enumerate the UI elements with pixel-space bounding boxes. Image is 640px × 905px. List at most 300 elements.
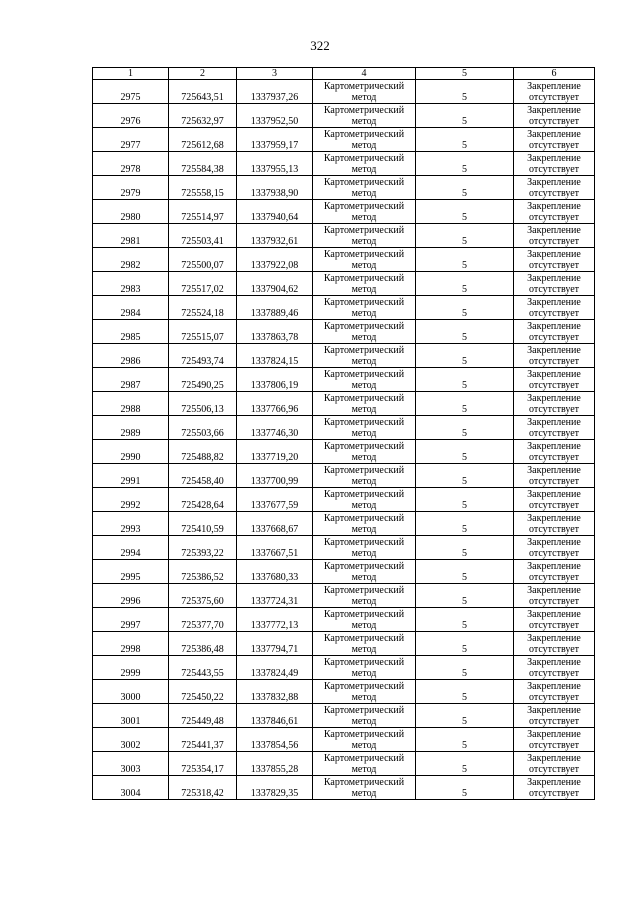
fixing-line-2: отсутствует	[528, 331, 580, 343]
y-coordinate-cell: 1337680,33	[237, 560, 313, 584]
fixing-cell	[514, 560, 595, 584]
method-cell	[313, 656, 416, 680]
accuracy-cell: 5	[416, 488, 514, 512]
method-cell	[313, 680, 416, 704]
x-coordinate-cell: 725441,37	[169, 728, 237, 752]
column-header: 4	[313, 68, 416, 80]
x-coordinate-cell: 725386,52	[169, 560, 237, 584]
method-cell	[313, 200, 416, 224]
method-line-2: метод	[351, 403, 377, 415]
column-header: 1	[93, 68, 169, 80]
fixing-cell	[514, 128, 595, 152]
method-line-2: метод	[351, 235, 377, 247]
accuracy-cell: 5	[416, 368, 514, 392]
point-number-cell: 2976	[93, 104, 169, 128]
x-coordinate-cell: 725375,60	[169, 584, 237, 608]
fixing-cell	[514, 368, 595, 392]
x-coordinate-cell: 725488,82	[169, 440, 237, 464]
method-line-2: метод	[351, 451, 377, 463]
method-line-1: Картометрический	[323, 584, 405, 596]
y-coordinate-cell: 1337952,50	[237, 104, 313, 128]
table-row	[93, 104, 595, 128]
fixing-line-1: Закрепление	[527, 416, 581, 428]
x-coordinate-cell: 725393,22	[169, 536, 237, 560]
table-row	[93, 152, 595, 176]
fixing-line-2: отсутствует	[528, 739, 580, 751]
x-coordinate-cell: 725515,07	[169, 320, 237, 344]
fixing-line-1: Закрепление	[527, 536, 581, 548]
y-coordinate-cell: 1337889,46	[237, 296, 313, 320]
point-number-cell: 2999	[93, 656, 169, 680]
method-cell	[313, 104, 416, 128]
point-number-cell: 2993	[93, 512, 169, 536]
point-number-cell: 2989	[93, 416, 169, 440]
method-cell	[313, 464, 416, 488]
method-line-1: Картометрический	[323, 200, 405, 212]
method-line-1: Картометрический	[323, 704, 405, 716]
method-line-1: Картометрический	[323, 560, 405, 572]
accuracy-cell: 5	[416, 440, 514, 464]
accuracy-cell: 5	[416, 704, 514, 728]
fixing-cell	[514, 608, 595, 632]
point-number-cell: 2988	[93, 392, 169, 416]
fixing-line-1: Закрепление	[527, 200, 581, 212]
method-line-1: Картометрический	[323, 272, 405, 284]
table-row	[93, 464, 595, 488]
accuracy-cell: 5	[416, 296, 514, 320]
method-cell	[313, 224, 416, 248]
method-line-1: Картометрический	[323, 320, 405, 332]
table-row	[93, 224, 595, 248]
fixing-cell	[514, 80, 595, 104]
point-number-cell: 3004	[93, 776, 169, 800]
x-coordinate-cell: 725318,42	[169, 776, 237, 800]
x-coordinate-cell: 725506,13	[169, 392, 237, 416]
point-number-cell: 2979	[93, 176, 169, 200]
point-number-cell: 3002	[93, 728, 169, 752]
fixing-cell	[514, 296, 595, 320]
fixing-line-2: отсутствует	[528, 283, 580, 295]
table-row	[93, 272, 595, 296]
method-line-1: Картометрический	[323, 104, 405, 116]
accuracy-cell: 5	[416, 680, 514, 704]
x-coordinate-cell: 725354,17	[169, 752, 237, 776]
method-cell	[313, 512, 416, 536]
fixing-line-2: отсутствует	[528, 139, 580, 151]
fixing-cell	[514, 416, 595, 440]
x-coordinate-cell: 725517,02	[169, 272, 237, 296]
y-coordinate-cell: 1337746,30	[237, 416, 313, 440]
y-coordinate-cell: 1337667,51	[237, 536, 313, 560]
fixing-line-1: Закрепление	[527, 320, 581, 332]
x-coordinate-cell: 725612,68	[169, 128, 237, 152]
fixing-line-2: отсутствует	[528, 787, 580, 799]
method-cell	[313, 632, 416, 656]
x-coordinate-cell: 725558,15	[169, 176, 237, 200]
accuracy-cell: 5	[416, 632, 514, 656]
method-line-1: Картометрический	[323, 680, 405, 692]
x-coordinate-cell: 725386,48	[169, 632, 237, 656]
fixing-line-2: отсутствует	[528, 163, 580, 175]
y-coordinate-cell: 1337772,13	[237, 608, 313, 632]
accuracy-cell: 5	[416, 272, 514, 296]
accuracy-cell: 5	[416, 416, 514, 440]
method-cell	[313, 248, 416, 272]
point-number-cell: 2980	[93, 200, 169, 224]
table-row	[93, 296, 595, 320]
method-cell	[313, 752, 416, 776]
method-line-2: метод	[351, 91, 377, 103]
table-row	[93, 200, 595, 224]
x-coordinate-cell: 725493,74	[169, 344, 237, 368]
fixing-cell	[514, 392, 595, 416]
fixing-line-1: Закрепление	[527, 560, 581, 572]
y-coordinate-cell: 1337700,99	[237, 464, 313, 488]
x-coordinate-cell: 725443,55	[169, 656, 237, 680]
method-cell	[313, 608, 416, 632]
y-coordinate-cell: 1337922,08	[237, 248, 313, 272]
method-line-2: метод	[351, 259, 377, 271]
fixing-line-1: Закрепление	[527, 104, 581, 116]
method-line-1: Картометрический	[323, 728, 405, 740]
y-coordinate-cell: 1337806,19	[237, 368, 313, 392]
method-line-1: Картометрический	[323, 656, 405, 668]
x-coordinate-cell: 725514,97	[169, 200, 237, 224]
method-line-1: Картометрический	[323, 344, 405, 356]
column-header: 6	[514, 68, 595, 80]
accuracy-cell: 5	[416, 104, 514, 128]
x-coordinate-cell: 725490,25	[169, 368, 237, 392]
y-coordinate-cell: 1337937,26	[237, 80, 313, 104]
method-cell	[313, 344, 416, 368]
method-line-1: Картометрический	[323, 632, 405, 644]
point-number-cell: 2997	[93, 608, 169, 632]
method-line-1: Картометрический	[323, 536, 405, 548]
method-cell	[313, 296, 416, 320]
y-coordinate-cell: 1337938,90	[237, 176, 313, 200]
table-row	[93, 368, 595, 392]
table-row	[93, 584, 595, 608]
y-coordinate-cell: 1337955,13	[237, 152, 313, 176]
y-coordinate-cell: 1337668,67	[237, 512, 313, 536]
x-coordinate-cell: 725500,07	[169, 248, 237, 272]
table-row	[93, 680, 595, 704]
fixing-line-1: Закрепление	[527, 80, 581, 92]
point-number-cell: 2977	[93, 128, 169, 152]
fixing-line-2: отсутствует	[528, 259, 580, 271]
column-header: 5	[416, 68, 514, 80]
method-line-1: Картометрический	[323, 416, 405, 428]
accuracy-cell: 5	[416, 608, 514, 632]
accuracy-cell: 5	[416, 464, 514, 488]
x-coordinate-cell: 725643,51	[169, 80, 237, 104]
table-row	[93, 704, 595, 728]
fixing-line-2: отсутствует	[528, 523, 580, 535]
fixing-cell	[514, 488, 595, 512]
accuracy-cell: 5	[416, 536, 514, 560]
fixing-cell	[514, 776, 595, 800]
method-line-2: метод	[351, 139, 377, 151]
method-line-2: метод	[351, 427, 377, 439]
fixing-line-2: отсутствует	[528, 91, 580, 103]
accuracy-cell: 5	[416, 224, 514, 248]
method-line-2: метод	[351, 331, 377, 343]
fixing-line-2: отсутствует	[528, 187, 580, 199]
table-row	[93, 656, 595, 680]
y-coordinate-cell: 1337940,64	[237, 200, 313, 224]
fixing-line-1: Закрепление	[527, 248, 581, 260]
table-row	[93, 128, 595, 152]
fixing-line-1: Закрепление	[527, 776, 581, 788]
point-number-cell: 2996	[93, 584, 169, 608]
method-cell	[313, 488, 416, 512]
table-row	[93, 632, 595, 656]
fixing-line-2: отсутствует	[528, 307, 580, 319]
fixing-cell	[514, 320, 595, 344]
point-number-cell: 2981	[93, 224, 169, 248]
method-line-1: Картометрический	[323, 512, 405, 524]
method-line-2: метод	[351, 667, 377, 679]
fixing-cell	[514, 704, 595, 728]
method-line-2: метод	[351, 499, 377, 511]
method-cell	[313, 176, 416, 200]
y-coordinate-cell: 1337846,61	[237, 704, 313, 728]
y-coordinate-cell: 1337719,20	[237, 440, 313, 464]
fixing-line-1: Закрепление	[527, 224, 581, 236]
fixing-line-2: отсутствует	[528, 427, 580, 439]
method-line-1: Картометрический	[323, 80, 405, 92]
fixing-line-2: отсутствует	[528, 115, 580, 127]
point-number-cell: 3003	[93, 752, 169, 776]
column-header: 2	[169, 68, 237, 80]
table-row	[93, 392, 595, 416]
method-line-1: Картометрический	[323, 464, 405, 476]
fixing-line-2: отсутствует	[528, 355, 580, 367]
coordinates-table	[92, 67, 595, 800]
method-line-2: метод	[351, 523, 377, 535]
fixing-cell	[514, 224, 595, 248]
accuracy-cell: 5	[416, 80, 514, 104]
fixing-cell	[514, 104, 595, 128]
fixing-line-1: Закрепление	[527, 608, 581, 620]
y-coordinate-cell: 1337794,71	[237, 632, 313, 656]
method-cell	[313, 272, 416, 296]
fixing-line-2: отсутствует	[528, 499, 580, 511]
point-number-cell: 2991	[93, 464, 169, 488]
fixing-line-2: отсутствует	[528, 619, 580, 631]
y-coordinate-cell: 1337724,31	[237, 584, 313, 608]
method-cell	[313, 776, 416, 800]
y-coordinate-cell: 1337824,15	[237, 344, 313, 368]
accuracy-cell: 5	[416, 728, 514, 752]
method-line-2: метод	[351, 307, 377, 319]
table-header-row	[93, 68, 595, 80]
method-line-2: метод	[351, 763, 377, 775]
method-cell	[313, 320, 416, 344]
point-number-cell: 3000	[93, 680, 169, 704]
table-row	[93, 416, 595, 440]
method-line-2: метод	[351, 619, 377, 631]
method-line-1: Картометрический	[323, 752, 405, 764]
fixing-line-2: отсутствует	[528, 403, 580, 415]
y-coordinate-cell: 1337959,17	[237, 128, 313, 152]
method-line-1: Картометрический	[323, 392, 405, 404]
method-line-2: метод	[351, 595, 377, 607]
fixing-line-2: отсутствует	[528, 691, 580, 703]
table-row	[93, 560, 595, 584]
table-row	[93, 728, 595, 752]
y-coordinate-cell: 1337824,49	[237, 656, 313, 680]
x-coordinate-cell: 725503,41	[169, 224, 237, 248]
x-coordinate-cell: 725458,40	[169, 464, 237, 488]
fixing-cell	[514, 272, 595, 296]
method-cell	[313, 80, 416, 104]
method-cell	[313, 584, 416, 608]
point-number-cell: 2995	[93, 560, 169, 584]
y-coordinate-cell: 1337863,78	[237, 320, 313, 344]
table-row	[93, 512, 595, 536]
point-number-cell: 2985	[93, 320, 169, 344]
fixing-line-1: Закрепление	[527, 152, 581, 164]
point-number-cell: 2975	[93, 80, 169, 104]
x-coordinate-cell: 725524,18	[169, 296, 237, 320]
fixing-line-2: отсутствует	[528, 571, 580, 583]
x-coordinate-cell: 725449,48	[169, 704, 237, 728]
fixing-cell	[514, 728, 595, 752]
method-line-2: метод	[351, 115, 377, 127]
point-number-cell: 2983	[93, 272, 169, 296]
fixing-cell	[514, 632, 595, 656]
y-coordinate-cell: 1337904,62	[237, 272, 313, 296]
accuracy-cell: 5	[416, 752, 514, 776]
fixing-line-2: отсутствует	[528, 211, 580, 223]
fixing-line-1: Закрепление	[527, 656, 581, 668]
accuracy-cell: 5	[416, 248, 514, 272]
fixing-line-1: Закрепление	[527, 728, 581, 740]
fixing-line-2: отсутствует	[528, 451, 580, 463]
table-row	[93, 488, 595, 512]
accuracy-cell: 5	[416, 128, 514, 152]
table-row	[93, 440, 595, 464]
x-coordinate-cell: 725503,66	[169, 416, 237, 440]
method-line-1: Картометрический	[323, 440, 405, 452]
method-line-2: метод	[351, 187, 377, 199]
accuracy-cell: 5	[416, 200, 514, 224]
table-row	[93, 608, 595, 632]
accuracy-cell: 5	[416, 176, 514, 200]
x-coordinate-cell: 725377,70	[169, 608, 237, 632]
fixing-line-1: Закрепление	[527, 344, 581, 356]
point-number-cell: 3001	[93, 704, 169, 728]
method-line-1: Картометрический	[323, 296, 405, 308]
method-line-2: метод	[351, 787, 377, 799]
fixing-line-1: Закрепление	[527, 488, 581, 500]
accuracy-cell: 5	[416, 512, 514, 536]
accuracy-cell: 5	[416, 560, 514, 584]
method-line-2: метод	[351, 547, 377, 559]
accuracy-cell: 5	[416, 320, 514, 344]
x-coordinate-cell: 725632,97	[169, 104, 237, 128]
fixing-line-1: Закрепление	[527, 440, 581, 452]
x-coordinate-cell: 725410,59	[169, 512, 237, 536]
method-line-2: метод	[351, 739, 377, 751]
method-line-2: метод	[351, 379, 377, 391]
accuracy-cell: 5	[416, 152, 514, 176]
table-row	[93, 320, 595, 344]
method-cell	[313, 416, 416, 440]
fixing-line-2: отсутствует	[528, 547, 580, 559]
method-line-1: Картометрический	[323, 224, 405, 236]
fixing-line-2: отсутствует	[528, 763, 580, 775]
accuracy-cell: 5	[416, 584, 514, 608]
table-row	[93, 776, 595, 800]
table-body	[93, 80, 595, 800]
point-number-cell: 2984	[93, 296, 169, 320]
fixing-cell	[514, 584, 595, 608]
accuracy-cell: 5	[416, 776, 514, 800]
y-coordinate-cell: 1337855,28	[237, 752, 313, 776]
point-number-cell: 2987	[93, 368, 169, 392]
fixing-cell	[514, 512, 595, 536]
y-coordinate-cell: 1337854,56	[237, 728, 313, 752]
method-line-2: метод	[351, 211, 377, 223]
fixing-line-2: отсутствует	[528, 715, 580, 727]
method-line-1: Картометрический	[323, 176, 405, 188]
fixing-line-2: отсутствует	[528, 643, 580, 655]
fixing-cell	[514, 248, 595, 272]
fixing-cell	[514, 680, 595, 704]
accuracy-cell: 5	[416, 392, 514, 416]
fixing-line-1: Закрепление	[527, 752, 581, 764]
table-row	[93, 536, 595, 560]
method-cell	[313, 152, 416, 176]
table-row	[93, 344, 595, 368]
method-line-2: метод	[351, 475, 377, 487]
accuracy-cell: 5	[416, 656, 514, 680]
fixing-cell	[514, 344, 595, 368]
point-number-cell: 2978	[93, 152, 169, 176]
fixing-line-2: отсутствует	[528, 379, 580, 391]
fixing-cell	[514, 152, 595, 176]
fixing-cell	[514, 440, 595, 464]
y-coordinate-cell: 1337766,96	[237, 392, 313, 416]
fixing-line-1: Закрепление	[527, 368, 581, 380]
fixing-line-1: Закрепление	[527, 176, 581, 188]
point-number-cell: 2994	[93, 536, 169, 560]
fixing-line-1: Закрепление	[527, 584, 581, 596]
fixing-line-2: отсутствует	[528, 475, 580, 487]
method-cell	[313, 440, 416, 464]
method-cell	[313, 392, 416, 416]
column-header: 3	[237, 68, 313, 80]
x-coordinate-cell: 725450,22	[169, 680, 237, 704]
method-line-1: Картометрический	[323, 248, 405, 260]
method-line-1: Картометрический	[323, 608, 405, 620]
fixing-cell	[514, 176, 595, 200]
method-line-1: Картометрический	[323, 152, 405, 164]
y-coordinate-cell: 1337677,59	[237, 488, 313, 512]
method-line-1: Картометрический	[323, 368, 405, 380]
table-row	[93, 176, 595, 200]
table-row	[93, 248, 595, 272]
table-row	[93, 752, 595, 776]
fixing-cell	[514, 656, 595, 680]
fixing-line-1: Закрепление	[527, 272, 581, 284]
method-line-2: метод	[351, 283, 377, 295]
method-cell	[313, 728, 416, 752]
fixing-line-2: отсутствует	[528, 667, 580, 679]
y-coordinate-cell: 1337832,88	[237, 680, 313, 704]
